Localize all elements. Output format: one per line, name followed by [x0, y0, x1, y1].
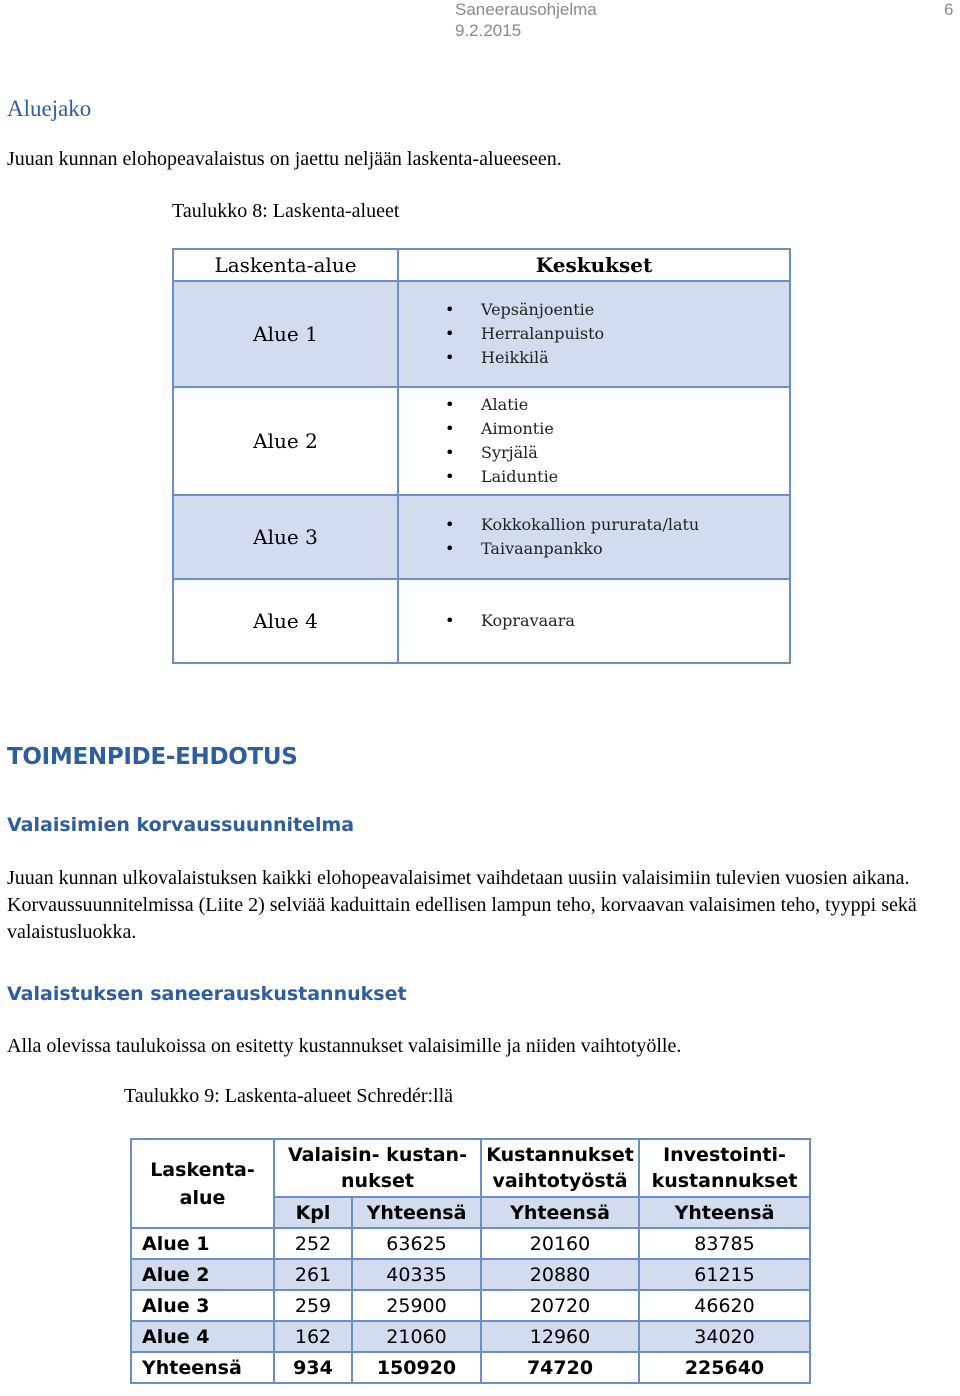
- table9-subheader-yhteensa: Yhteensä: [481, 1197, 639, 1228]
- table9-cell-investointi: 83785: [639, 1228, 810, 1259]
- paragraph-kustannukset: Alla olevissa taulukoissa on esitetty kustannukset valaisimille ja niiden vaihtotyölle.: [7, 1035, 682, 1057]
- table9-cell-vaihtotyo: 20160: [481, 1228, 639, 1259]
- table9-header-investointi-line2: kustannukset: [651, 1170, 798, 1192]
- page-number: 6: [944, 0, 954, 19]
- list-item: • Vepsänjoentie: [481, 298, 789, 322]
- table9-cell-kpl: 252: [274, 1228, 352, 1259]
- list-item: • Alatie: [481, 393, 789, 417]
- table8-list-cell: [398, 579, 790, 663]
- table9-header-investointi-line1: Investointi-: [663, 1144, 786, 1166]
- table-row-total: [131, 1352, 810, 1383]
- table9-cell-yhteensa: 63625: [352, 1228, 481, 1259]
- table9-row-label: Alue 3: [131, 1290, 274, 1321]
- table9-row-label: Alue 4: [131, 1321, 274, 1352]
- list-item: • Aimontie: [481, 417, 789, 441]
- table9-header-vaihtotyo-line1: Kustannukset: [486, 1144, 634, 1166]
- table9-row-label: Alue 1: [131, 1228, 274, 1259]
- table9-cell-vaihtotyo: 20880: [481, 1259, 639, 1290]
- table9-header-area-line1: Laskenta-: [150, 1158, 255, 1181]
- table9-cell-vaihtotyo: 12960: [481, 1321, 639, 1352]
- table9-header-vaihtotyo: [481, 1139, 639, 1197]
- table8-area-cell: Alue 3: [173, 495, 398, 579]
- table9-subheader-kpl: Kpl: [274, 1197, 352, 1228]
- table-laskenta-alueet: [172, 248, 791, 664]
- table9-header-valaisin-line2: nukset: [341, 1170, 414, 1192]
- list-item: • Syrjälä: [481, 441, 789, 465]
- table9-header-valaisin: [274, 1139, 481, 1197]
- table9-header-valaisin-line1: Valaisin- kustan-: [288, 1144, 467, 1166]
- list-item: • Taivaanpankko: [481, 537, 789, 561]
- table8-area-cell: Alue 1: [173, 281, 398, 387]
- heading-toimenpide-ehdotus: TOIMENPIDE-EHDOTUS: [7, 744, 298, 770]
- table-row: [173, 387, 790, 495]
- table9-header-area-line2: alue: [179, 1186, 226, 1209]
- list-item: • Kopravaara: [481, 609, 789, 633]
- table9-cell-vaihtotyo: 20720: [481, 1290, 639, 1321]
- table9-subheader-yhteensa: Yhteensä: [352, 1197, 481, 1228]
- table9-cell-kpl: 162: [274, 1321, 352, 1352]
- table-row: [131, 1290, 810, 1321]
- subheading-korvaussuunnitelma: Valaisimien korvaussuunnitelma: [7, 814, 355, 836]
- table8-list-cell: [398, 387, 790, 495]
- running-header-date: 9.2.2015: [455, 21, 522, 40]
- table8-caption: Taulukko 8: Laskenta-alueet: [172, 200, 400, 222]
- table9-cell-yhteensa: 25900: [352, 1290, 481, 1321]
- table9-cell-investointi: 46620: [639, 1290, 810, 1321]
- table8-area-cell: Alue 4: [173, 579, 398, 663]
- table9-cell-kpl: 259: [274, 1290, 352, 1321]
- table8-header-keskukset: Keskukset: [398, 249, 790, 281]
- table8-list-cell: [398, 495, 790, 579]
- table9-cell-yhteensa: 40335: [352, 1259, 481, 1290]
- table9-cell-investointi: 34020: [639, 1321, 810, 1352]
- table9-caption: Taulukko 9: Laskenta-alueet Schredér:llä: [124, 1085, 454, 1107]
- list-item: • Herralanpuisto: [481, 322, 789, 346]
- list-item: • Laiduntie: [481, 465, 789, 489]
- running-header-title: Saneerausohjelma: [455, 0, 597, 19]
- table-row: [131, 1259, 810, 1290]
- table-row: [173, 281, 790, 387]
- table9-cell-investointi: 61215: [639, 1259, 810, 1290]
- table9-cell-yhteensa: 150920: [352, 1352, 481, 1383]
- table-kustannukset: [130, 1138, 811, 1384]
- table9-header-investointi: [639, 1139, 810, 1197]
- table9-row-label: Alue 2: [131, 1259, 274, 1290]
- table9-cell-vaihtotyo: 74720: [481, 1352, 639, 1383]
- table8-area-cell: Alue 2: [173, 387, 398, 495]
- table9-cell-yhteensa: 21060: [352, 1321, 481, 1352]
- paragraph-intro: Juuan kunnan elohopeavalaistus on jaettu neljään laskenta-alueeseen.: [7, 148, 562, 170]
- table9-header-area: [131, 1139, 274, 1228]
- table-row: [173, 495, 790, 579]
- subheading-saneerauskustannukset: Valaistuksen saneerauskustannukset: [7, 983, 407, 1005]
- table9-subheader-yhteensa: Yhteensä: [639, 1197, 810, 1228]
- table9-row-label: Yhteensä: [131, 1352, 274, 1383]
- table9-cell-kpl: 261: [274, 1259, 352, 1290]
- table8-header-area: Laskenta-alue: [173, 249, 398, 281]
- table9-cell-kpl: 934: [274, 1352, 352, 1383]
- table9-header-vaihtotyo-line2: vaihtotyöstä: [492, 1170, 628, 1192]
- table-row: [131, 1228, 810, 1259]
- heading-aluejako: Aluejako: [7, 96, 92, 121]
- table-row: [131, 1321, 810, 1352]
- list-item: • Kokkokallion pururata/latu: [481, 513, 789, 537]
- paragraph-korvaussuunnitelma: Juuan kunnan ulkovalaistuksen kaikki elohopeavalaisimet vaihdetaan uusiin valaisimiin tulevien vuosien aikana. Korvaussuunnitelmissa (Liite 2) selviää kaduittain edellisen lampun teho, korvaavan valaisimen teho, tyyppi sekä valaistusluokka.: [7, 867, 917, 943]
- table-row: [173, 579, 790, 663]
- table9-cell-investointi: 225640: [639, 1352, 810, 1383]
- list-item: • Heikkilä: [481, 346, 789, 370]
- table8-list-cell: [398, 281, 790, 387]
